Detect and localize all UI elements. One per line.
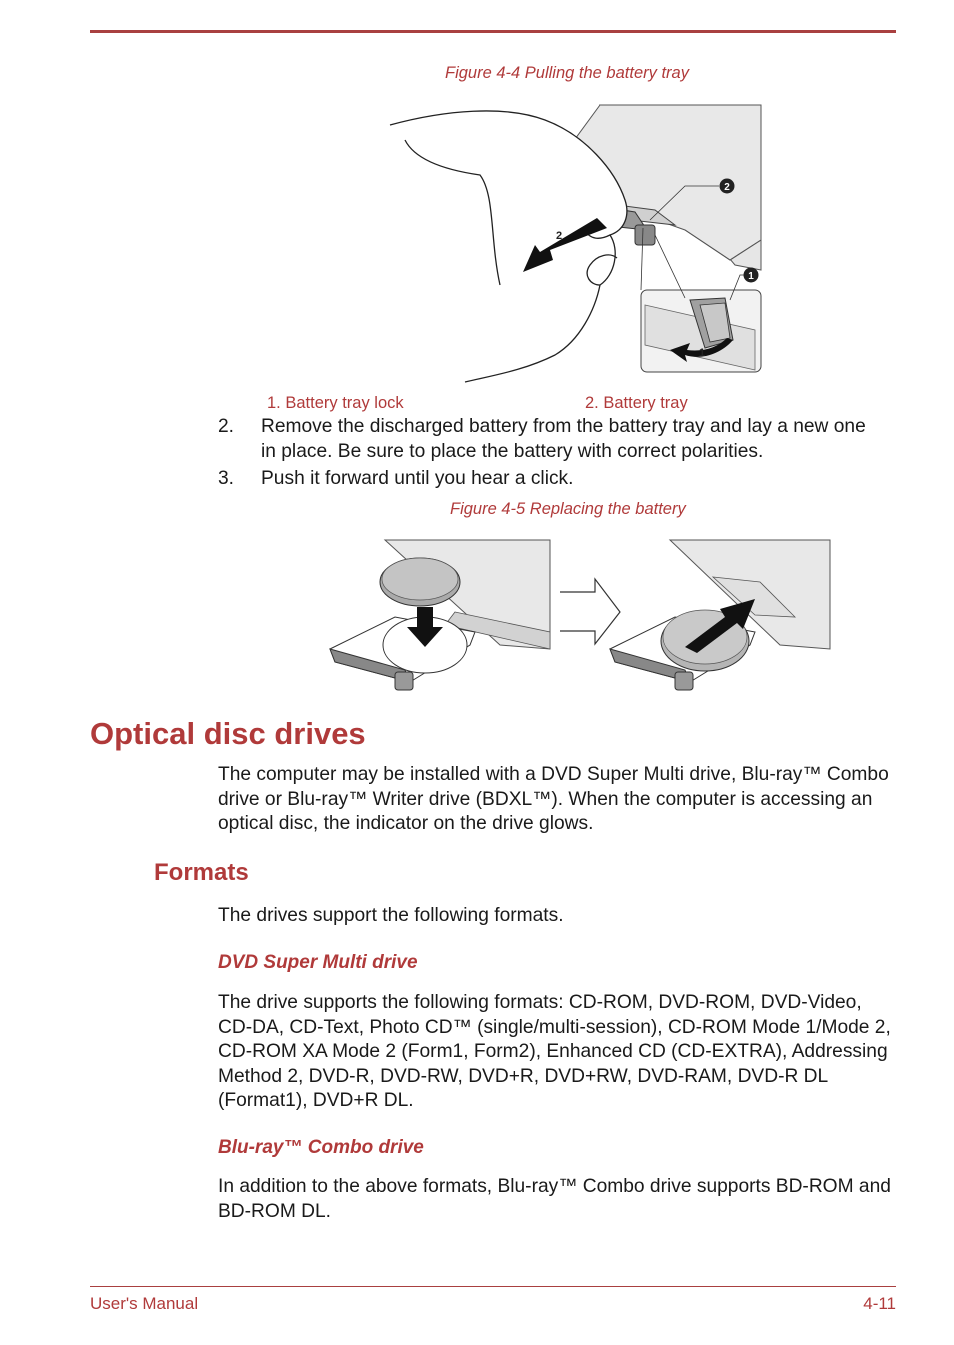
step-number: 3. xyxy=(218,468,235,489)
page-number: 4-11 xyxy=(863,1294,896,1313)
callout-badge-2: 2 xyxy=(724,182,730,193)
figure-4-4-illustration xyxy=(385,100,765,385)
figure-4-4-caption: Figure 4-4 Pulling the battery tray xyxy=(445,64,689,82)
formats-intro: The drives support the following formats. xyxy=(218,905,564,926)
callout-battery-tray: 2. Battery tray xyxy=(585,394,688,412)
section-title: Optical disc drives xyxy=(90,716,366,751)
bluray-paragraph: In addition to the above formats, Blu-ray™ Combo drive supports BD-ROM and BD-ROM DL. xyxy=(218,1176,891,1222)
subsection-title: Formats xyxy=(154,859,249,886)
figure-4-5-caption: Figure 4-5 Replacing the battery xyxy=(450,500,686,518)
dvd-paragraph: The drive supports the following formats: CD-ROM, DVD-ROM, DVD-Video, CD-DA, CD-Text, Photo CD™ (single/multi-session), CD-ROM Mode 1/Mode 2, CD-ROM XA Mode 2 (Form1, Form2), Enhanced CD (CD-EXTRA), Addressing Method 2, DVD-R, DVD-RW, DVD+R, DVD+RW, DVD-RAM, DVD-R DL (Format1), DVD+R DL. xyxy=(218,992,891,1112)
step-number: 2. xyxy=(218,416,235,437)
dvd-heading: DVD Super Multi drive xyxy=(218,952,418,973)
section-intro: The computer may be installed with a DVD Super Multi drive, Blu-ray™ Combo drive or Blu-ray™ Writer drive (BDXL™). When the computer is accessing an optical disc, the indicator on the drive glows. xyxy=(218,764,889,835)
arrow-label-1: 1 xyxy=(699,347,706,359)
step-text: Remove the discharged battery from the battery tray and lay a new one in place. Be sure to place the battery with correct polarities. xyxy=(261,416,866,462)
callout-battery-tray-lock: 1. Battery tray lock xyxy=(267,394,404,412)
bluray-heading: Blu-ray™ Combo drive xyxy=(218,1137,424,1158)
header-rule xyxy=(90,30,896,33)
arrow-label-2: 2 xyxy=(556,230,563,242)
footer-title: User's Manual xyxy=(90,1294,199,1313)
callout-badge-1: 1 xyxy=(748,271,754,282)
footer-rule xyxy=(90,1286,896,1287)
step-text: Push it forward until you hear a click. xyxy=(261,468,574,489)
figure-4-5-illustration xyxy=(325,537,835,697)
